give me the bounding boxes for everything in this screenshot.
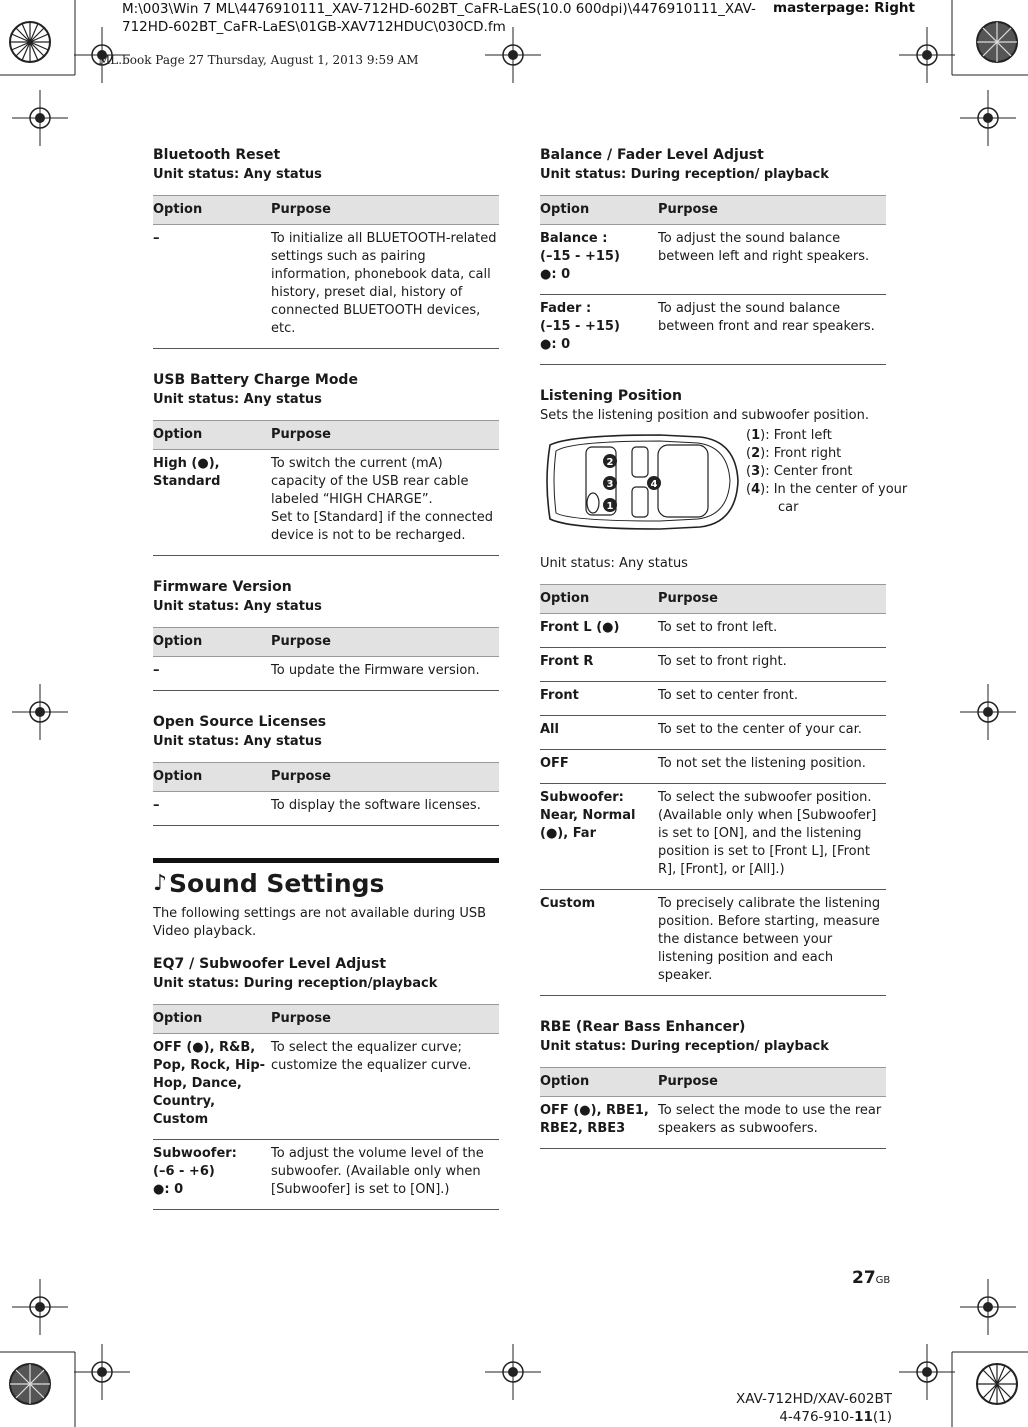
svg-text:1: 1 [606,501,614,512]
unit-status: Unit status: During reception/ playback [540,1039,829,1054]
table-row [153,1034,499,1140]
section-desc: Sets the listening position and subwoofer position. [540,408,869,423]
table-row [540,890,886,996]
file-path-header: M:\003\Win 7 ML\4476910111_XAV-712HD-602BT_CaFR-LaES(10.0 600dpi)\4476910111_XAV-712HD-602BT_CaFR-LaES\01GB-XAV712HDUC\030CD.fm [122,1,756,35]
section-title: Balance / Fader Level Adjust [540,147,764,163]
option-header: Option [153,196,271,225]
table-row [540,614,886,648]
sound-settings-desc: The following settings are not available during USB Video playback. [153,906,487,939]
option-header: Option [540,1068,658,1097]
purpose-header: Purpose [271,421,499,450]
option-cell: – [153,657,271,691]
purpose-cell: To set to front right. [658,648,886,682]
legend-item: (4): In the center of your car [746,482,908,515]
table-row [540,716,886,750]
unit-status: Unit status: During reception/playback [153,976,438,991]
masterpage-label: masterpage: Right [773,0,915,16]
purpose-cell: To select the mode to use the rear speakers as subwoofers. [658,1097,886,1149]
legend-item: (3): Center front [746,464,853,479]
section-title: Bluetooth Reset [153,147,281,163]
unit-status: Unit status: During reception/ playback [540,167,829,182]
purpose-header: Purpose [658,196,886,225]
option-cell: Front R [540,648,658,682]
listening-diagram [540,425,908,535]
page-number-value: 27 [852,1268,876,1288]
unit-status: Unit status: Any status [153,392,322,407]
table-row [540,295,886,365]
settings-table [153,195,499,349]
purpose-cell: To update the Firmware version. [271,657,499,691]
option-header: Option [153,1005,271,1034]
purpose-cell: To select the equalizer curve; customize the equalizer curve. [271,1034,499,1140]
legend-number: 1 [751,428,761,443]
table-row [540,1097,886,1149]
section-title: Open Source Licenses [153,714,327,730]
settings-table [540,1067,886,1149]
book-info: ML.book Page 27 Thursday, August 1, 2013 9:59 AM [98,53,419,67]
settings-table [540,195,886,365]
left-column [153,146,499,1210]
legend-text: Center front [773,464,853,479]
table-row [153,792,499,826]
footer [700,1390,892,1426]
option-cell: OFF [540,750,658,784]
table-row [540,682,886,716]
svg-text:2: 2 [606,457,614,468]
purpose-cell: To display the software licenses. [271,792,499,826]
table-row [540,225,886,295]
option-cell: OFF (●), R&B, Pop, Rock, Hip-Hop, Dance, Country, Custom [153,1034,271,1140]
option-cell: Custom [540,890,658,996]
purpose-header: Purpose [271,196,499,225]
section-title: EQ7 / Subwoofer Level Adjust [153,956,387,972]
section-title: Listening Position [540,388,682,404]
footer-code-prefix: 4-476-910- [779,1409,855,1425]
purpose-header: Purpose [658,585,886,614]
table-row [153,657,499,691]
legend-text: Front left [773,428,832,443]
section-eq7 [153,955,499,1210]
option-header: Option [153,628,271,657]
purpose-cell: To set to the center of your car. [658,716,886,750]
legend-text: In the center of your car [773,482,908,515]
section-bluetooth-reset [153,146,499,349]
section-rbe [540,1018,886,1149]
section-firmware-version [153,578,499,691]
footer-code-bold: 11 [854,1409,873,1425]
purpose-cell: To select the subwoofer position. (Available only when [Subwoofer] is set to [ON], and the listening position is set to [Front L], [Front R], [Front], or [All].) [658,784,886,890]
purpose-cell: To adjust the volume level of the subwoofer. (Available only when [Subwoofer] is set to [ON].) [271,1140,499,1210]
purpose-cell: To adjust the sound balance between left and right speakers. [658,225,886,295]
section-title: Firmware Version [153,579,292,595]
table-row [153,1140,499,1210]
purpose-header: Purpose [271,763,499,792]
settings-table [153,420,499,556]
legend-number: 3 [751,464,761,479]
settings-table [153,1004,499,1210]
option-header: Option [540,196,658,225]
legend-number: 4 [751,482,761,497]
purpose-cell: To not set the listening position. [658,750,886,784]
legend-item: (1): Front left [746,428,832,443]
table-row [540,750,886,784]
table-row [540,648,886,682]
option-cell: Subwoofer: Near, Normal (●), Far [540,784,658,890]
settings-table [153,762,499,826]
purpose-cell: To adjust the sound balance between front and rear speakers. [658,295,886,365]
option-header: Option [153,421,271,450]
unit-status: Unit status: Any status [153,167,322,182]
option-cell: Fader : (–15 - +15) ●: 0 [540,295,658,365]
option-cell: High (●), Standard [153,450,271,556]
unit-status: Unit status: Any status [153,734,322,749]
section-open-source-licenses [153,713,499,826]
footer-code-tail: (1) [872,1409,892,1425]
car-top-view-icon [540,431,740,533]
page-number [852,1268,890,1288]
purpose-header: Purpose [271,628,499,657]
settings-table [540,584,886,996]
option-cell: All [540,716,658,750]
legend-item: (2): Front right [746,446,842,461]
option-cell: Front [540,682,658,716]
unit-status: Unit status: Any status [153,599,322,614]
purpose-cell: To set to front left. [658,614,886,648]
purpose-header: Purpose [271,1005,499,1034]
svg-text:3: 3 [606,479,614,490]
purpose-cell: To initialize all BLUETOOTH-related settings such as pairing information, phonebook data, call history, preset dial, history of connected BLUETOOTH devices, etc. [271,225,499,349]
purpose-header: Purpose [658,1068,886,1097]
page-number-suffix: GB [875,1275,891,1286]
settings-table [153,627,499,691]
purpose-cell: To precisely calibrate the listening position. Before starting, measure the distance between your listening position and each speaker. [658,890,886,996]
purpose-cell: To set to center front. [658,682,886,716]
section-balance-fader [540,146,886,365]
option-header: Option [153,763,271,792]
position-legend [746,427,916,517]
purpose-cell: To switch the current (mA) capacity of the USB rear cable labeled “HIGH CHARGE”. Set to [Standard] if the connected device is not to be recharged. [271,450,499,556]
section-listening-position [540,387,908,996]
option-cell: – [153,792,271,826]
option-cell: OFF (●), RBE1, RBE2, RBE3 [540,1097,658,1149]
option-cell: Front L (●) [540,614,658,648]
heading-text: Sound Settings [169,869,385,898]
option-cell: – [153,225,271,349]
legend-number: 2 [751,446,761,461]
svg-text:4: 4 [650,479,658,490]
music-note-icon: ♪ [153,871,168,896]
sound-settings-heading [153,858,499,901]
option-cell: Subwoofer: (–6 - +6) ●: 0 [153,1140,271,1210]
legend-text: Front right [773,446,842,461]
table-row [153,450,499,556]
section-title: USB Battery Charge Mode [153,372,358,388]
option-cell: Balance : (–15 - +15) ●: 0 [540,225,658,295]
section-title: RBE (Rear Bass Enhancer) [540,1019,746,1035]
unit-status: Unit status: Any status [540,556,688,571]
footer-model: XAV-712HD/XAV-602BT [735,1391,892,1407]
section-usb-battery-charge [153,371,499,556]
option-header: Option [540,585,658,614]
table-row [153,225,499,349]
right-column [540,146,908,1149]
table-row [540,784,886,890]
footer-code [700,1408,892,1426]
